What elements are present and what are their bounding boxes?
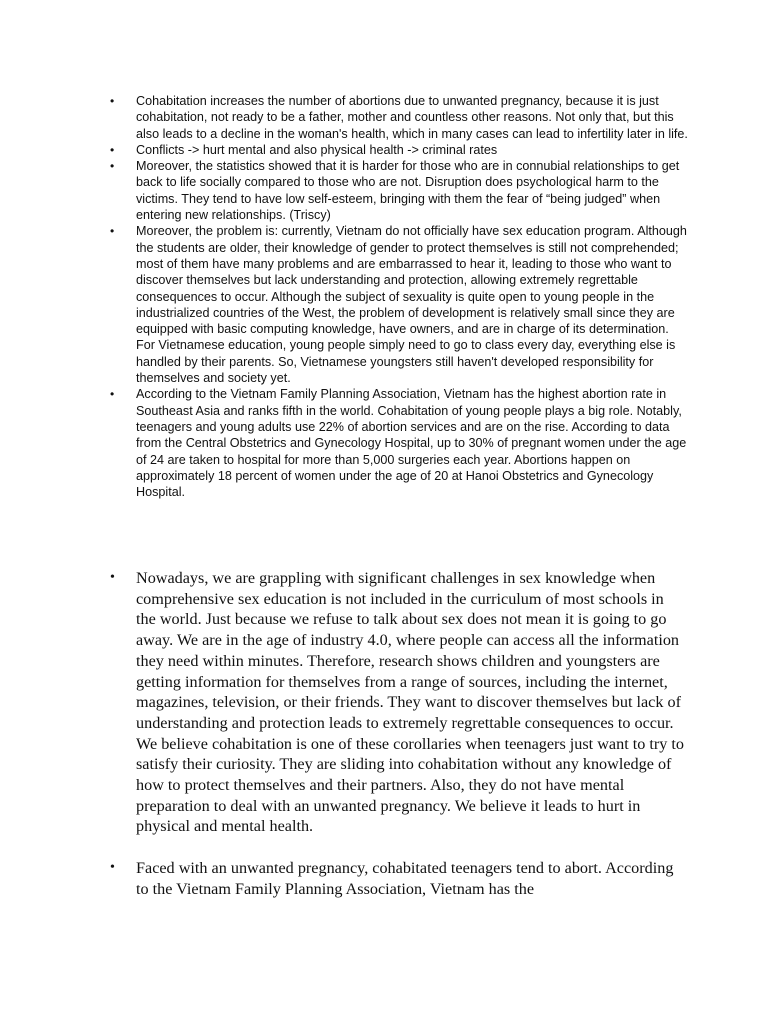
bullet-marker: • [110, 159, 115, 174]
list-item-text: Nowadays, we are grappling with significant challenges in sex knowledge when comprehensive sex education is not included in the curriculum of most schools in the world. Just because we refuse to talk about sex does not mean it is going to go away. We are in the age of industry 4.0, where people can access all the information they need within minutes. Therefore, research shows children and youngsters are getting information for themselves from a range of sources, including the internet, magazines, television, or their friends. They want to discover themselves but lack of understanding and protection leads to extremely regrettable consequences to occur. We believe cohabitation is one of these corollaries when teenagers just want to try to satisfy their curiosity. They are sliding into cohabitation without any knowledge of how to protect themselves and their partners. Also, they do not have mental preparation to deal with an unwanted pregnancy. We believe it leads to hurt in physical and mental health. [136, 569, 684, 836]
bullet-marker: • [110, 570, 115, 585]
list-item-text: Moreover, the statistics showed that it is harder for those who are in connubial relationships to get back to life socially compared to those who are not. Disruption does psychological harm to the victims. They tend to have low self-esteem, bringing with them the fear of “being judged” when entering new relationships. (Triscy) [136, 159, 680, 223]
list-item-text: Moreover, the problem is: currently, Vietnam do not officially have sex education program. Although the students are older, their knowledge of gender to protect themselves is still not comprehended; most of them have many problems and are embarrassed to hear it, leading to those who want to discover themselves but lack understanding and protection, allowing extremely regrettable consequences to occur. Although the subject of sexuality is quite open to young people in the industrialized countries of the West, the problem of development is relatively small since they are equipped with basic computing knowledge, have owners, and are in charge of its determination. For Vietnamese education, young people simply need to go to class every day, everything else is handled by their parents. So, Vietnamese youngsters still haven't developed responsibility for themselves and society yet. [136, 224, 687, 386]
list-item [108, 158, 688, 223]
list-item-text: Faced with an unwanted pregnancy, cohabitated teenagers tend to abort. According to the Vietnam Family Planning Association, Vietnam has the [136, 859, 674, 898]
list-item-text: Conflicts -> hurt mental and also physical health -> criminal rates [136, 142, 498, 157]
list-item [108, 142, 688, 158]
list-item-text: According to the Vietnam Family Planning Association, Vietnam has the highest abortion rate in Southeast Asia and ranks fifth in the world. Cohabitation of young people plays a big role. Notably, teenagers and young adults use 22% of abortion services and are on the rise. According to data from the Central Obstetrics and Gynecology Hospital, up to 30% of pregnant women under the age of 24 are taken to hospital for more than 5,000 surgeries each year. Abortions happen on approximately 18 percent of women under the age of 20 at Hanoi Obstetrics and Gynecology Hospital. [136, 387, 687, 500]
list-item-text: Cohabitation increases the number of abortions due to unwanted pregnancy, because it is just cohabitation, not ready to be a father, mother and countless other reasons. Not only that, but this also leads to a decline in the woman's health, which in many cases can lead to infertility later in life. [136, 94, 688, 141]
list-item [108, 223, 688, 386]
list-item [108, 93, 688, 142]
list-item [108, 386, 688, 500]
bullet-list-summary [108, 93, 688, 500]
bullet-marker: • [110, 224, 115, 239]
list-item [108, 568, 686, 837]
list-item [108, 858, 686, 899]
bullet-marker: • [110, 860, 115, 876]
bullet-marker: • [110, 94, 115, 108]
bullet-marker: • [110, 387, 115, 402]
bullet-marker: • [110, 142, 115, 157]
bullet-list-essay [108, 568, 686, 921]
